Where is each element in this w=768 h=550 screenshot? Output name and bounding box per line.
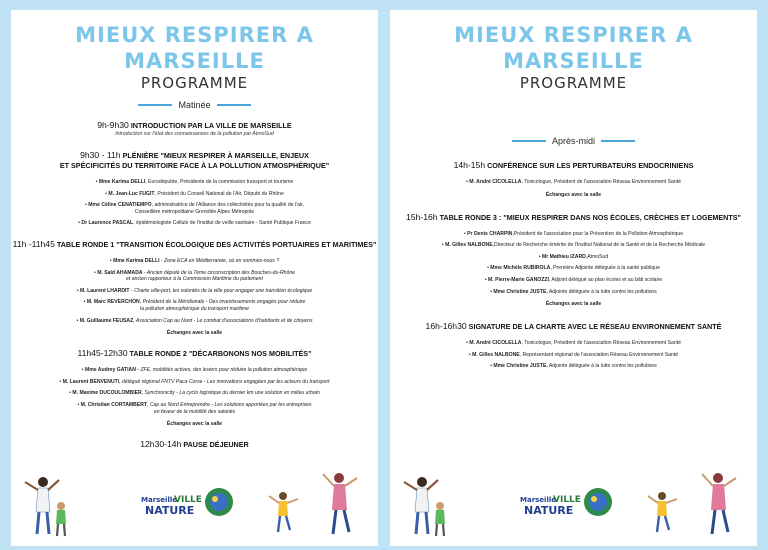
svg-text:VILLE: VILLE (174, 495, 202, 505)
block-time: 16h-16h30 (425, 321, 467, 332)
speaker-item: • M. Gilles NALBONE, Représentant régional de l'association Réseau Environnement Santé (468, 351, 679, 358)
divider (512, 140, 546, 142)
speaker-item: • M. Guillaume FEUSAZ, Association Cap au Nord - Le combat d'associations d'habitants et de citoyens (76, 317, 313, 324)
speaker-item: • M. Marc REVERCHON, Président de la Méridionale - Des investissements engagés pour réduire la pollution atmosphérique du transport maritime (83, 299, 306, 312)
divider (601, 140, 635, 142)
block-time: 12h30-14h (140, 439, 182, 450)
block-time: 9h-9h30 (97, 120, 129, 130)
page-subtitle: PROGRAMME (140, 74, 249, 92)
page-title: MIEUX RESPIRER A MARSEILLE (75, 23, 314, 73)
person-figure-illustration (648, 473, 736, 534)
speaker-item: • M. Christian CORTAMBERT, Cap au Nord Entreprendre - Les solutions apportées par les entreprises en faveur de la mobilité des salariés (77, 401, 312, 415)
program-page-morning (11, 10, 378, 546)
speaker-item: • Pr Denis CHARPIN,Président de l'association pour la Prévention de la Pollution Atmosphérique (463, 230, 684, 237)
speaker-item: • Mme Karima DELLI, Eurodéputée, Présidente de la commission transport et tourisme (95, 179, 294, 185)
divider (217, 104, 251, 106)
svg-text:VILLE: VILLE (553, 495, 581, 505)
block-label: TABLE RONDE 1 "TRANSITION ÉCOLOGIQUE DES ACTIVITÉS PORTUAIRES ET MARITIMES" (56, 239, 377, 249)
exchange-note: Échanges avec la salle (545, 301, 602, 308)
divider (138, 104, 172, 106)
block-label-line2: ET SPÉCIFICITÉS DU TERRITOIRE FACE À LA POLLUTION ATMOSPHÉRIQUE" (59, 161, 330, 170)
footer-illustration (390, 472, 757, 546)
block-label: PLÉNIÈRE "MIEUX RESPIRER À MARSEILLE, ENJEUX (122, 151, 309, 160)
ville-nature-logo (141, 488, 233, 517)
speaker-item: • Mme Céline CENATIEMPO, administratrice de l'Alliance des collectivités pour la qualité de l'air, Conseillère métropolitaine Grenoble Alpes Métropole (85, 202, 304, 215)
program-block (390, 212, 757, 308)
exchange-note: Échanges avec la salle (166, 330, 223, 337)
speaker-item: • Mme Audrey GATIAN - ZFE, mobilités actives, des leviers pour réduire la pollution atmosphérique (81, 367, 308, 374)
svg-text:Marseille: Marseille (520, 496, 557, 504)
block-label: TABLE RONDE 3 : "MIEUX RESPIRER DANS NOS ÉCOLES, CRÈCHES ET LOGEMENTS" (439, 212, 741, 222)
block-sub: Introduction sur l'état des connaissances de la pollution par AtmoSud (115, 131, 274, 137)
program-block (11, 439, 378, 450)
section-label: Matinée (178, 100, 211, 110)
page-subtitle: PROGRAMME (519, 74, 628, 92)
block-time: 9h30 - 11h (80, 150, 121, 160)
block-label: TABLE RONDE 2 "DÉCARBONONS NOS MOBILITÉS" (129, 349, 312, 359)
svg-text:Marseille: Marseille (141, 496, 178, 504)
person-figure-illustration (25, 477, 66, 536)
svg-text:NATURE: NATURE (524, 504, 574, 517)
speaker-item: • Dr Laurence PASCAL, épidémiologiste Cellule de l'institut de veille sanitaire - Santé Publique France (78, 220, 311, 227)
section-header (11, 100, 378, 110)
block-time: 11h -11h45 (12, 238, 55, 249)
block-time: 15h-16h (406, 211, 438, 222)
program-block (11, 239, 378, 336)
program-block (11, 348, 378, 427)
program-page-afternoon (390, 10, 757, 546)
ville-nature-logo (520, 488, 612, 517)
speaker-item: • M. Maxime DUCOULOMBIER, Synchronicity - La cyclo logistique du dernier km une solution en milieu urbain (69, 390, 320, 397)
person-figure-illustration (269, 473, 357, 534)
program-block (390, 160, 757, 198)
speaker-item: • M. André CICOLELLA, Toxicologue, Président de l'association Réseau Environnement Santé (466, 340, 681, 347)
speaker-item: • M. Gilles NALBONE,Directeur de Recherche émérite de l'Institut National de la Santé et de la Recherche Médicale (441, 242, 706, 249)
footer-illustration (11, 472, 378, 546)
program-block (11, 150, 378, 227)
block-label: CONFÉRENCE SUR LES PERTURBATEURS ENDOCRINIENS (487, 161, 694, 170)
svg-text:NATURE: NATURE (145, 504, 195, 517)
person-figure-illustration (404, 477, 445, 536)
speaker-item: • M. Laurent LHARDIT - Charte ville-port, les volontés de la ville pour engager une transition écologique (76, 287, 313, 294)
speaker-item: • Mme Christine JUSTE, Adjointe déléguée à la lutte contre les pollutions (490, 363, 657, 370)
page-title: MIEUX RESPIRER A MARSEILLE (454, 23, 693, 73)
speaker-item: • Mme Karima DELLI - Zone ECA en Méditerranée, où en sommes-nous ? (109, 257, 280, 264)
exchange-note: Échanges avec la salle (545, 191, 602, 198)
block-time: 14h-15h (453, 160, 486, 170)
speaker-item: • M. Jean-Luc FUGIT, Président du Conseil National de l'Air, Député du Rhône (105, 190, 284, 197)
block-label: SIGNATURE DE LA CHARTE AVEC LE RÉSEAU ENVIRONNEMENT SANTÉ (468, 322, 722, 332)
speaker-item: • Mme Christine JUSTE, Adjointe déléguée à la lutte contre les pollutions (490, 288, 657, 295)
program-block (390, 321, 757, 370)
section-label: Après-midi (551, 136, 595, 146)
speaker-item: • M. Laurent BENVENUTI, délégué régional FNTV Paca Corse - Les innovations engagées par les acteurs du transport (59, 378, 330, 385)
speaker-item: • Mr Mathieu IZARD,AtmoSud (538, 253, 609, 260)
block-time: 11h45-12h30 (77, 348, 128, 359)
program-block (11, 120, 378, 138)
speaker-item: • M. Saïd AHAMADA - Ancien député de la 7ème circonscription des Bouches-du-Rhône et ancien rapporteur à la Commission Maritime du parlement (93, 269, 295, 283)
block-label: PAUSE DÉJEUNER (183, 440, 249, 450)
speaker-item: • Mme Michèle RUBIROLA, Première Adjointe déléguée à la santé publique (487, 265, 660, 272)
exchange-note: Échanges avec la salle (166, 421, 223, 428)
section-header (390, 136, 757, 146)
block-label: INTRODUCTION PAR LA VILLE DE MARSEILLE (130, 121, 292, 130)
speaker-item: • M. André CICOLELLA, Toxicologue, Président de l'association Réseau Environnement Santé (466, 179, 681, 185)
speaker-item: • M. Pierre-Marie GANOZZI, Adjoint délégué au plan écoles et au bâti scolaire (484, 276, 663, 283)
